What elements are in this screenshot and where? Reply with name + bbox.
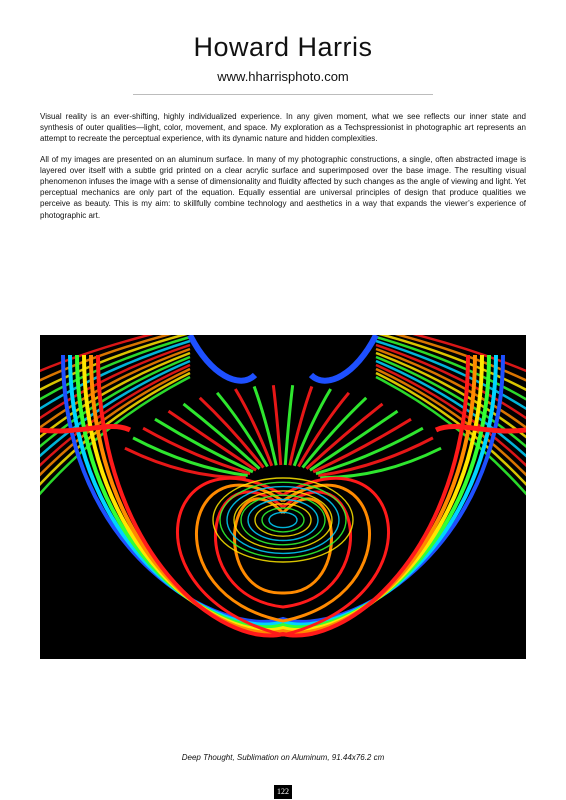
- artist-name: Howard Harris: [193, 32, 373, 62]
- statement-paragraph-2: All of my images are presented on an aluminum surface. In many of my photographic constructions, a single, often abstracted image is layered over itself with a subtle grid printed on a clear acrylic surface and superimposed over the base image. The resulting visual phenomenon infuses the image with a sense of dimensionality and fluidity affected by such changes as the angle of viewing and light. Yet perceptual mechanics are only part of the equation. Equally essential are universal principles of design that produce qualities we perceive as beauty. This is my aim: to skillfully combine technology and aesthetics in a way that expands the viewer’s experience of photographic art.: [40, 154, 526, 220]
- artist-statement: [40, 111, 526, 230]
- artwork-caption: Deep Thought, Sublimation on Aluminum, 91.44x76.2 cm: [181, 753, 385, 762]
- statement-paragraph-1: Visual reality is an ever-shifting, highly individualized experience. In any given moment, what we see reflects our inner state and synthesis of outer qualities—light, color, movement, and space. My exploration as a Techspressionist in photographic art represents an attempt to recreate the perceptual experience, with its dynamic nature and hidden complexities.: [40, 112, 526, 144]
- header-divider: [133, 94, 433, 95]
- page-number: 122: [274, 785, 292, 799]
- abstract-light-artwork: [40, 335, 526, 659]
- website-url: www.hharrisphoto.com: [217, 69, 349, 84]
- artwork-image: [40, 335, 526, 659]
